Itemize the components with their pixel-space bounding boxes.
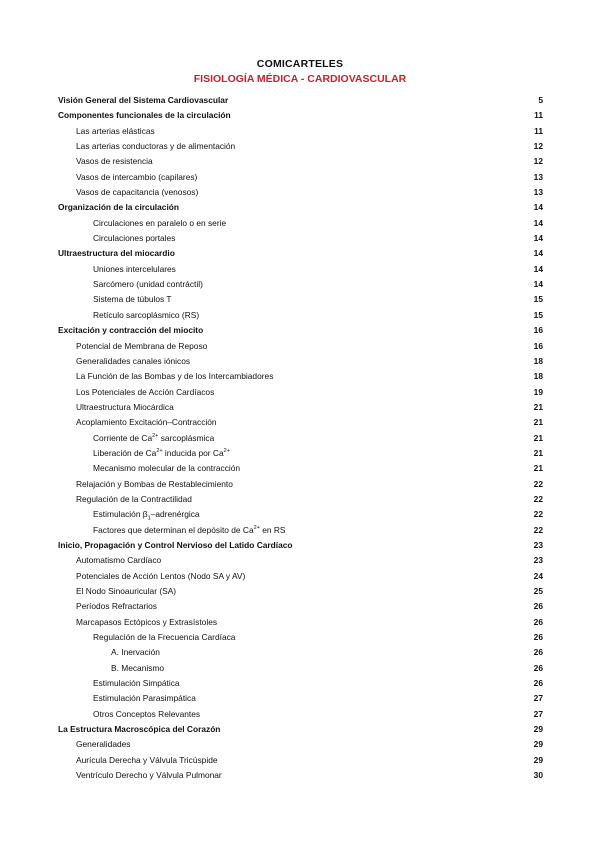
toc-entry[interactable]: [58, 492, 543, 507]
toc-entry[interactable]: [58, 354, 543, 369]
toc-entry[interactable]: [58, 507, 543, 522]
toc-entry-label: Regulación de la Contractilidad: [76, 493, 192, 504]
toc-entry-page-number: 22: [533, 524, 543, 535]
table-of-contents: [58, 93, 543, 783]
toc-entry-label: Acoplamiento Excitación–Contracción: [76, 417, 217, 428]
document-subtitle: FISIOLOGÍA MÉDICA - CARDIOVASCULAR: [193, 73, 407, 85]
toc-entry-page-number: 25: [533, 586, 543, 596]
toc-entry-label: Ultraestructura Miocárdica: [76, 401, 174, 412]
toc-entry-label: Excitación y contracción del miocito: [58, 325, 204, 336]
toc-entry-label: Circulaciones en paralelo o en serie: [93, 217, 227, 228]
toc-entry-page-number: 26: [533, 632, 543, 643]
toc-entry-page-number: 13: [533, 187, 543, 198]
toc-entry-label: B. Mecanismo: [111, 662, 165, 673]
toc-entry-label: La Función de las Bombas y de los Intercambiadores: [76, 371, 274, 382]
toc-entry-label: Las arterias conductoras y de alimentación: [76, 141, 236, 152]
toc-entry[interactable]: [58, 722, 543, 737]
toc-entry[interactable]: [58, 477, 543, 492]
toc-entry[interactable]: [58, 737, 543, 752]
toc-entry-label: Automatismo Cardíaco: [76, 555, 162, 566]
toc-entry-label: Potencial de Membrana de Reposo: [76, 340, 208, 351]
toc-entry[interactable]: [58, 262, 543, 277]
toc-entry-page-number: 21: [533, 401, 543, 412]
toc-entry-page-number: 21: [533, 463, 543, 474]
toc-entry-page-number: 15: [533, 309, 543, 320]
toc-entry-page-number: 21: [533, 447, 543, 458]
toc-entry-label: Mecanismo molecular de la contracción: [93, 463, 241, 474]
toc-entry[interactable]: [58, 216, 543, 231]
toc-entry[interactable]: [58, 691, 543, 706]
toc-entry-page-number: 24: [533, 570, 543, 581]
toc-entry-label: Estimulación $\beta_1$–adrenérgica: [93, 509, 200, 522]
toc-entry-page-number: 11: [534, 125, 543, 136]
toc-entry-page-number: 12: [533, 141, 543, 152]
toc-entry-label: Vasos de capacitancia (venosos): [76, 187, 199, 198]
document-title: COMICARTELES: [256, 58, 344, 70]
toc-entry-label: Factores que determinan el depósito de $Ca^{2+}$ en RS: [93, 524, 286, 535]
toc-entry-page-number: 29: [533, 739, 543, 750]
toc-entry-page-number: 21: [533, 417, 543, 428]
toc-entry-page-number: 22: [533, 509, 543, 520]
toc-entry-page-number: 30: [533, 770, 543, 781]
toc-entry[interactable]: [58, 308, 543, 323]
toc-entry-label: Vasos de intercambio (capilares): [76, 171, 198, 182]
toc-entry-label: Sistema de túbulos T: [93, 294, 172, 305]
toc-entry[interactable]: [58, 108, 543, 123]
toc-entry[interactable]: [58, 277, 543, 292]
toc-entry-label: Componentes funcionales de la circulación: [58, 110, 231, 121]
toc-entry-label: Potenciales de Acción Lentos (Nodo SA y AV): [76, 570, 246, 581]
document-header: [0, 58, 600, 86]
toc-entry-page-number: 16: [533, 340, 543, 351]
toc-entry-label: Estimulación Parasimpática: [93, 693, 196, 704]
toc-entry-page-number: 5: [538, 95, 543, 105]
toc-entry-page-number: 21: [533, 432, 543, 443]
toc-entry[interactable]: [58, 523, 543, 538]
toc-entry-page-number: 26: [533, 662, 543, 673]
toc-entry-page-number: 16: [533, 325, 543, 336]
toc-entry[interactable]: [58, 431, 543, 446]
toc-entry-label: Liberación de $Ca^{2+}$ inducida por $Ca^{2+}$: [93, 447, 230, 458]
toc-entry-page-number: 29: [533, 754, 543, 765]
toc-entry-page-number: 18: [533, 371, 543, 382]
toc-entry[interactable]: [58, 231, 543, 246]
toc-entry-label: Uniones intercelulares: [93, 263, 176, 274]
toc-entry[interactable]: [58, 154, 543, 169]
toc-entry-label: El Nodo Sinoauricular (SA): [76, 586, 177, 596]
toc-entry-page-number: 26: [533, 601, 543, 612]
toc-entry[interactable]: [58, 569, 543, 584]
toc-entry-page-number: 22: [533, 478, 543, 489]
toc-entry[interactable]: [58, 200, 543, 215]
toc-entry[interactable]: [58, 461, 543, 476]
toc-entry-page-number: 14: [533, 233, 543, 244]
toc-entry-page-number: 14: [533, 217, 543, 228]
toc-entry[interactable]: [58, 707, 543, 722]
toc-entry[interactable]: [58, 446, 543, 461]
toc-entry-page-number: 26: [533, 616, 543, 627]
toc-entry-page-number: 22: [533, 493, 543, 504]
toc-entry[interactable]: [58, 246, 543, 261]
toc-entry-label: Sarcómero (unidad contráctil): [93, 279, 203, 290]
toc-entry-page-number: 12: [533, 156, 543, 167]
toc-entry-label: Relajación y Bombas de Restablecimiento: [76, 478, 233, 489]
toc-entry-label: Visión General del Sistema Cardiovascular: [58, 95, 229, 105]
toc-entry-page-number: 26: [533, 647, 543, 658]
toc-entry[interactable]: [58, 292, 543, 307]
toc-entry[interactable]: [58, 676, 543, 691]
toc-entry-label: Organización de la circulación: [58, 202, 180, 213]
toc-entry-label: Los Potenciales de Acción Cardíacos: [76, 386, 215, 397]
toc-entry-label: Retículo sarcoplásmico (RS): [93, 309, 200, 320]
toc-entry-page-number: 29: [533, 724, 543, 735]
toc-entry-label: A. Inervación: [111, 647, 160, 658]
toc-entry-page-number: 26: [533, 678, 543, 689]
toc-entry[interactable]: [58, 385, 543, 400]
toc-entry-page-number: 13: [533, 171, 543, 182]
toc-entry-page-number: 14: [533, 248, 543, 259]
toc-entry[interactable]: [58, 369, 543, 384]
toc-entry[interactable]: [58, 323, 543, 338]
toc-entry-label: Inicio, Propagación y Control Nervioso del Latido Cardíaco: [58, 539, 293, 550]
toc-entry-page-number: 18: [533, 355, 543, 366]
toc-entry[interactable]: [58, 339, 543, 354]
toc-entry[interactable]: [58, 415, 543, 430]
toc-entry[interactable]: [58, 93, 543, 108]
toc-entry[interactable]: [58, 768, 543, 783]
toc-entry[interactable]: [58, 185, 543, 200]
toc-entry-label: Generalidades: [76, 739, 131, 750]
toc-entry[interactable]: [58, 124, 543, 139]
toc-entry[interactable]: [58, 170, 543, 185]
toc-entry[interactable]: [58, 753, 543, 768]
toc-entry-label: Regulación de la Frecuencia Cardíaca: [93, 632, 236, 643]
toc-entry-page-number: 27: [533, 708, 543, 719]
toc-entry-page-number: 23: [533, 539, 543, 550]
toc-entry-label: Ultraestructura del miocardio: [58, 248, 175, 259]
toc-entry[interactable]: [58, 661, 543, 676]
toc-entry[interactable]: [58, 538, 543, 553]
toc-entry-label: Circulaciones portales: [93, 233, 176, 244]
toc-entry-page-number: 15: [533, 294, 543, 305]
toc-entry[interactable]: [58, 615, 543, 630]
toc-entry-page-number: 14: [533, 263, 543, 274]
toc-entry-label: Aurícula Derecha y Válvula Tricúspide: [76, 754, 218, 765]
toc-entry-page-number: 14: [533, 202, 543, 213]
toc-entry-label: Vasos de resistencia: [76, 156, 153, 167]
toc-entry-page-number: 11: [534, 110, 543, 121]
toc-entry[interactable]: [58, 584, 543, 599]
toc-entry-label: La Estructura Macroscópica del Corazón: [58, 724, 221, 735]
toc-entry-page-number: 19: [533, 386, 543, 397]
toc-entry-label: Períodos Refractarios: [76, 601, 157, 612]
toc-entry-label: Generalidades canales iónicos: [76, 355, 191, 366]
toc-entry[interactable]: [58, 645, 543, 660]
toc-entry-label: Ventrículo Derecho y Válvula Pulmonar: [76, 770, 222, 781]
toc-entry-label: Estimulación Simpática: [93, 678, 180, 689]
toc-entry[interactable]: [58, 630, 543, 645]
toc-entry[interactable]: [58, 139, 543, 154]
toc-entry-label: Otros Conceptos Relevantes: [93, 708, 201, 719]
toc-entry[interactable]: [58, 599, 543, 614]
toc-entry[interactable]: [58, 400, 543, 415]
toc-entry-page-number: 14: [533, 279, 543, 290]
toc-entry-page-number: 27: [533, 693, 543, 704]
toc-entry-label: Corriente de $Ca^{2+}$ sarcoplásmica: [93, 432, 215, 443]
toc-entry-label: Marcapasos Ectópicos y Extrasístoles: [76, 616, 218, 627]
toc-entry[interactable]: [58, 553, 543, 568]
toc-entry-label: Las arterias elásticas: [76, 125, 155, 136]
toc-entry-page-number: 23: [533, 555, 543, 566]
